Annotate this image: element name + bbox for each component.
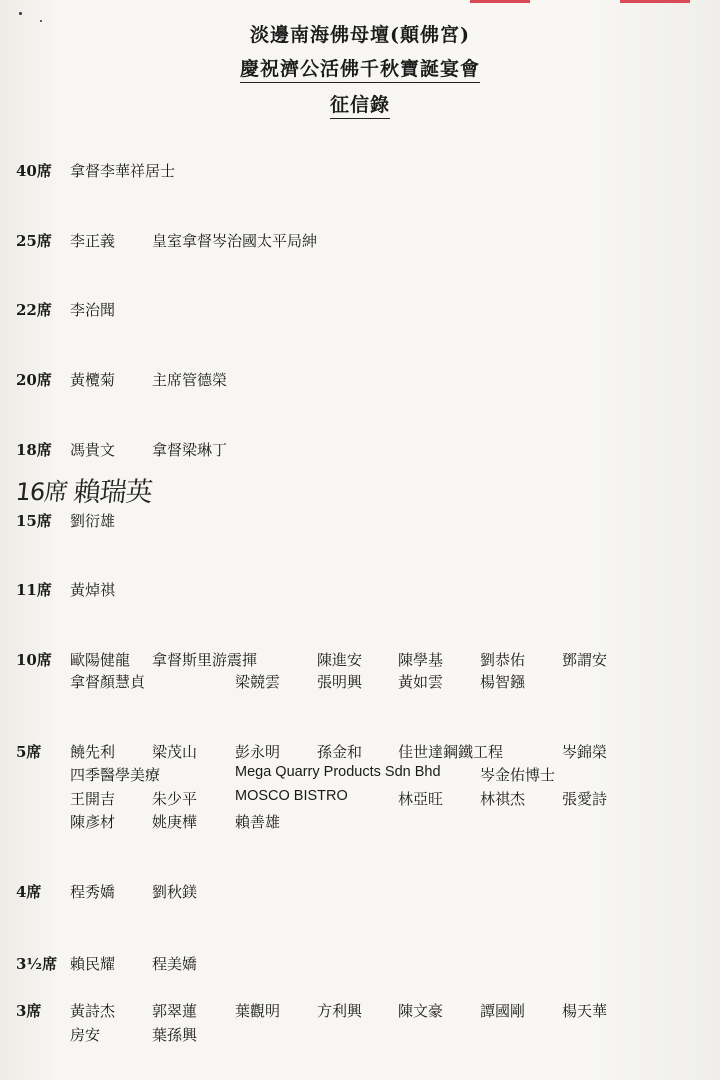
table-count-label: 5席: [16, 743, 42, 761]
ink-speck: [19, 12, 22, 15]
donor-name: 拿督李華祥居士: [70, 162, 176, 180]
table-count-label: 3½席: [16, 955, 58, 973]
table-count-label: 11席: [16, 581, 52, 599]
donor-name: 岑錦榮: [562, 743, 608, 761]
donor-name: 岑金佑博士: [480, 766, 556, 784]
handwritten-donor-name: 賴瑞英: [72, 477, 154, 508]
donor-name: 主席管德榮: [152, 371, 228, 389]
event-title: 慶祝濟公活佛千秋寶誕宴會: [0, 54, 720, 83]
table-count-label: 22席: [16, 301, 52, 319]
donor-name: 黃欖菊: [70, 371, 116, 389]
table-count-label: 15席: [16, 512, 52, 530]
donor-name: 拿督顏慧貞: [70, 673, 146, 691]
donor-name: 皇室拿督岑治國太平局紳: [152, 232, 318, 250]
donor-name: 馮貴文: [70, 441, 116, 459]
donor-name: 佳世達鋼鐵工程: [398, 743, 504, 761]
donor-name: 饒先利: [70, 743, 116, 761]
donor-name: 林祺杰: [480, 790, 526, 808]
donor-name: 張明興: [317, 673, 363, 691]
donor-name: 陳文豪: [398, 1002, 444, 1020]
donor-name: 王開吉: [70, 790, 116, 808]
donor-name: 張愛詩: [562, 790, 608, 808]
donor-name: 賴善雄: [235, 813, 281, 831]
donor-name: 李治聞: [70, 301, 116, 319]
donor-name: 劉秋鎂: [152, 883, 198, 901]
donor-name: 朱少平: [152, 790, 198, 808]
table-count-label: 40席: [16, 162, 52, 180]
donor-name: 程秀嬌: [70, 883, 116, 901]
donor-name: 歐陽健龍: [70, 651, 131, 669]
donor-name: 葉孫興: [152, 1026, 198, 1044]
donor-name: 方利興: [317, 1002, 363, 1020]
donor-name: 黃詩杰: [70, 1002, 116, 1020]
temple-title: 淡邊南海佛母壇(顛佛宮): [250, 24, 470, 46]
table-count-label: 3席: [16, 1002, 42, 1020]
donor-name: 彭永明: [235, 743, 281, 761]
donor-name: 程美嬌: [152, 955, 198, 973]
donor-name: 賴民耀: [70, 955, 116, 973]
donor-name: 梁茂山: [152, 743, 198, 761]
table-count-label: 25席: [16, 232, 52, 250]
donor-name: 孫金和: [317, 743, 363, 761]
donor-name: 楊天華: [562, 1002, 608, 1020]
donor-name: 拿督斯里游震揮: [152, 651, 258, 669]
table-count-label: 18席: [16, 441, 52, 459]
donor-name: 葉觀明: [235, 1002, 281, 1020]
donor-name: 陳進安: [317, 651, 363, 669]
donor-name: Mega Quarry Products Sdn Bhd: [235, 764, 441, 780]
donor-name: 林亞旺: [398, 790, 444, 808]
record-title: 征信錄: [0, 90, 720, 119]
donor-name: 房安: [70, 1026, 101, 1044]
donor-name: 劉恭佑: [480, 651, 526, 669]
table-count-label: 4席: [16, 883, 42, 901]
donor-name: 黃如雲: [398, 673, 444, 691]
donor-name: 楊智鏹: [480, 673, 526, 691]
handwritten-table-label: 16席: [14, 478, 69, 506]
donor-name: 拿督梁琳丁: [152, 441, 228, 459]
donor-name: 陳彥材: [70, 813, 116, 831]
donor-name: 四季醫學美療: [70, 766, 161, 784]
table-count-label: 10席: [16, 651, 52, 669]
donor-name: 李正義: [70, 232, 116, 250]
donor-name: 鄧謂安: [562, 651, 608, 669]
red-mark: [470, 0, 530, 3]
donor-name: 郭翠蓮: [152, 1002, 198, 1020]
donor-name: 梁競雲: [235, 673, 281, 691]
donor-name: MOSCO BISTRO: [235, 788, 348, 804]
donor-name: 陳學基: [398, 651, 444, 669]
donor-name: 黃焯祺: [70, 581, 116, 599]
donor-name: 姚庚樺: [152, 813, 198, 831]
donor-name: 譚國剛: [480, 1002, 526, 1020]
table-count-label: 20席: [16, 371, 52, 389]
red-mark: [620, 0, 690, 3]
donor-name: 劉衍雄: [70, 512, 116, 530]
